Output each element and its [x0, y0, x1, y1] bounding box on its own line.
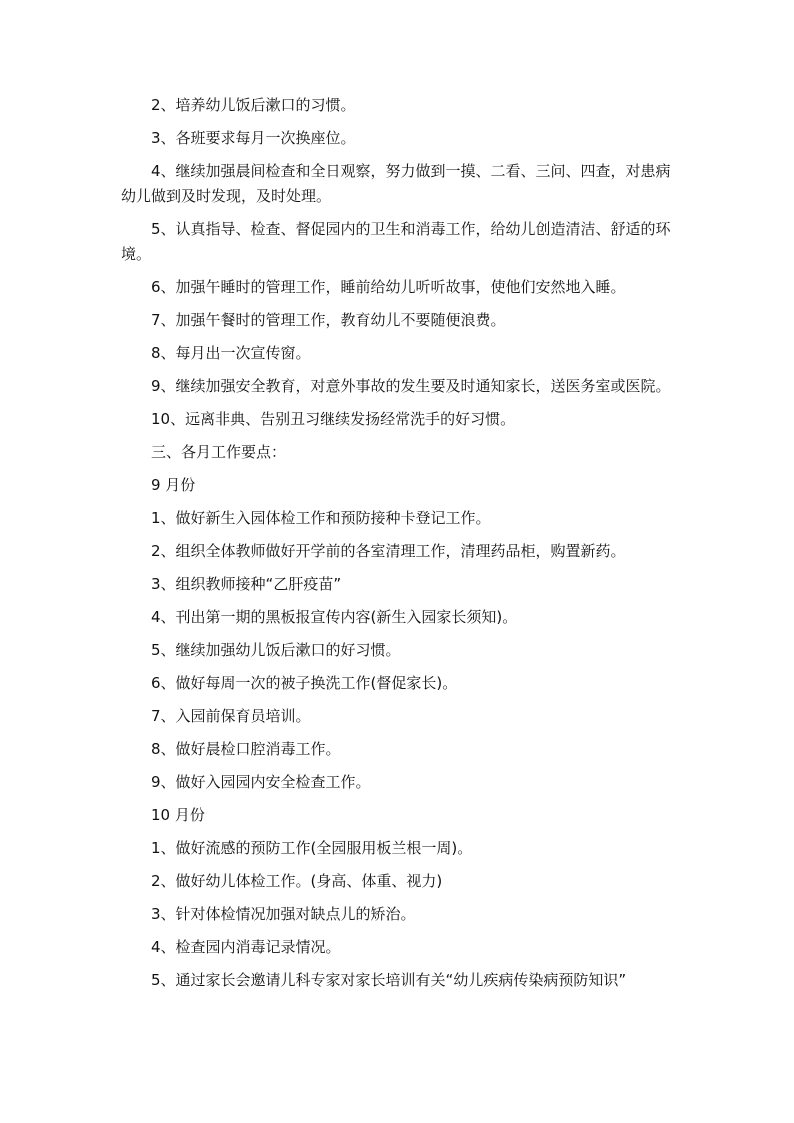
section-heading: 三、各月工作要点： — [151, 443, 287, 461]
paragraph: 9、做好入园园内安全检查工作。 — [151, 773, 371, 791]
paragraph: 5、继续加强幼儿饭后漱口的好习惯。 — [151, 641, 401, 659]
paragraph: 6、加强午睡时的管理工作，睡前给幼儿听听故事，使他们安然地入睡。 — [151, 278, 626, 296]
paragraph: 5、通过家长会邀请儿科专家对家长培训有关“幼儿疾病传染病预防知识” — [151, 971, 627, 989]
paragraph: 2、组织全体教师做好开学前的各室清理工作，清理药品柜，购置新药。 — [151, 542, 626, 560]
paragraph: 5、认真指导、检查、督促园内的卫生和消毒工作，给幼儿创造清洁、舒适的环境。 — [121, 220, 671, 263]
paragraph: 4、继续加强晨间检查和全日观察，努力做到一摸、二看、三问、四查，对患病幼儿做到及时发现，及时处理。 — [121, 162, 671, 205]
paragraph: 1、做好新生入园体检工作和预防接种卡登记工作。 — [151, 509, 491, 527]
paragraph: 4、检查园内消毒记录情况。 — [151, 938, 341, 956]
paragraph: 1、做好流感的预防工作(全园服用板兰根一周)。 — [151, 839, 473, 857]
paragraph: 9、继续加强安全教育，对意外事故的发生要及时通知家长，送医务室或医院。 — [151, 377, 671, 395]
paragraph: 2、培养幼儿饭后漱口的习惯。 — [151, 96, 356, 114]
paragraph: 6、做好每周一次的被子换洗工作(督促家长)。 — [151, 674, 458, 692]
paragraph: 7、加强午餐时的管理工作，教育幼儿不要随便浪费。 — [151, 311, 506, 329]
paragraph: 8、每月出一次宣传窗。 — [151, 344, 311, 362]
month-heading: 10 月份 — [151, 806, 205, 824]
document-body — [121, 93, 674, 1001]
paragraph: 3、组织教师接种“乙肝疫苗” — [151, 575, 342, 593]
month-heading: 9 月份 — [151, 476, 196, 494]
paragraph: 2、做好幼儿体检工作。(身高、体重、视力) — [151, 872, 443, 890]
paragraph: 3、针对体检情况加强对缺点儿的矫治。 — [151, 905, 416, 923]
paragraph: 7、入园前保育员培训。 — [151, 707, 311, 725]
paragraph: 4、刊出第一期的黑板报宣传内容(新生入园家长须知)。 — [151, 608, 518, 626]
paragraph: 10、远离非典、告别丑习继续发扬经常洗手的好习惯。 — [151, 410, 516, 428]
paragraph: 3、各班要求每月一次换座位。 — [151, 129, 356, 147]
paragraph: 8、做好晨检口腔消毒工作。 — [151, 740, 341, 758]
